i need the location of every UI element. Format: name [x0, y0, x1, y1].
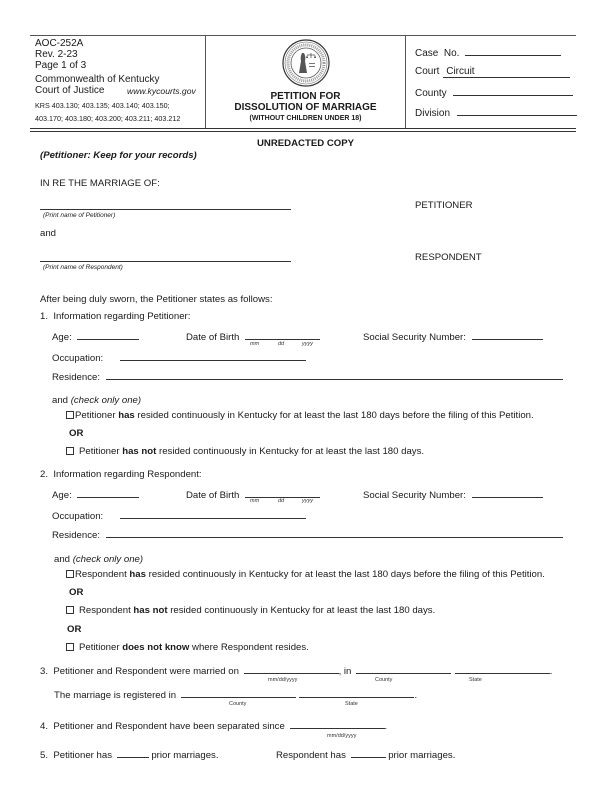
petitioner-role-label: PETITIONER: [415, 200, 473, 211]
or-label: OR: [67, 624, 82, 635]
court-field: [415, 66, 570, 78]
check-one-instruction: [54, 554, 143, 565]
court-input[interactable]: Circuit: [443, 66, 570, 78]
state-hint: State: [469, 677, 482, 683]
petitioner-dob-input[interactable]: [245, 330, 320, 340]
option-text: Petitioner: [79, 642, 120, 653]
respondent-age-input[interactable]: [77, 488, 139, 498]
dob-yyyy-hint: yyyy: [302, 498, 313, 504]
respondent-dob-input[interactable]: [245, 488, 320, 498]
county-label: County: [415, 88, 447, 99]
respondent-occupation-field: [52, 509, 306, 522]
or-label: OR: [69, 587, 84, 598]
and-text: and: [54, 554, 71, 565]
option-bold-text: does not know: [122, 642, 190, 653]
checkbox[interactable]: [66, 606, 74, 614]
marriage-state-input[interactable]: [455, 664, 550, 674]
petitioner-name-input[interactable]: [40, 209, 291, 210]
registered-county-input[interactable]: [181, 688, 296, 698]
respondent-residence-input[interactable]: [106, 528, 563, 538]
statutes-line-2: 403.170; 403.180; 403.200; 403.211; 403.212: [35, 114, 181, 123]
petitioner-age-input[interactable]: [77, 330, 139, 340]
division-input[interactable]: [457, 106, 577, 116]
section-3-text: 3. Petitioner and Respondent were married on: [40, 666, 239, 677]
dob-mm-hint: mm: [250, 498, 260, 504]
option-text: Petitioner: [79, 446, 120, 457]
marriage-county-input[interactable]: [356, 664, 451, 674]
division-field: [415, 106, 577, 119]
prior-marriages-suffix: prior marriages.: [151, 750, 219, 761]
respondent-name-input[interactable]: [40, 261, 291, 262]
option-text: resided continuously in Kentucky for at least the last 180 days before the filing of this Petition.: [137, 410, 534, 421]
petitioner-has-resided-option[interactable]: [66, 410, 534, 421]
petitioner-ssn-input[interactable]: [472, 330, 543, 340]
option-text: where Respondent resides.: [192, 642, 309, 653]
petitioner-prior-marriages: [40, 748, 219, 761]
respondent-ssn-input[interactable]: [472, 488, 543, 498]
checkbox[interactable]: [66, 643, 74, 651]
header-top-rule: [30, 35, 576, 36]
petitioner-has-not-resided-option[interactable]: [66, 446, 424, 457]
header-bottom-rule-2: [30, 131, 576, 132]
checkbox[interactable]: [66, 447, 74, 455]
option-text: Respondent: [79, 605, 131, 616]
court-of-justice: Court of Justice: [35, 85, 105, 96]
case-number-field: [415, 46, 561, 59]
state-hint: State: [345, 701, 358, 707]
keep-records-note: (Petitioner: Keep for your records): [40, 150, 197, 161]
checkbox[interactable]: [66, 570, 74, 578]
statutes-line-1: KRS 403.130; 403.135; 403.140; 403.150;: [35, 101, 170, 110]
age-label: Age:: [52, 332, 72, 343]
section-2-heading: 2. Information regarding Respondent:: [40, 469, 202, 480]
petitioner-prior-marriages-input[interactable]: [117, 748, 149, 758]
respondent-has-resided-option[interactable]: [66, 569, 545, 580]
check-only-one-text: (check only one): [72, 554, 144, 565]
respondent-ssn-field: [363, 488, 543, 501]
option-text: Respondent: [75, 569, 127, 580]
date-hint: mm/dd/yyyy: [268, 677, 298, 683]
county-hint: County: [229, 701, 247, 707]
respondent-residence-field: [52, 528, 563, 541]
case-number-label: Case No.: [415, 48, 460, 59]
form-title-line-3: (WITHOUT CHILDREN UNDER 18): [249, 115, 362, 122]
section-1-heading: 1. Information regarding Petitioner:: [40, 311, 191, 322]
dob-dd-hint: dd: [278, 341, 285, 347]
respondent-prior-marriages: [276, 748, 455, 761]
respondent-role-label: RESPONDENT: [415, 252, 482, 263]
option-text: Petitioner: [75, 410, 116, 421]
section-4-text: 4. Petitioner and Respondent have been separated since: [40, 721, 285, 732]
registered-text: The marriage is registered in: [54, 690, 177, 701]
marriage-date-input[interactable]: [244, 664, 339, 674]
petitioner-ssn-field: [363, 330, 543, 343]
case-number-input[interactable]: [465, 46, 561, 56]
occupation-label: Occupation:: [52, 511, 104, 522]
and-label: and: [40, 228, 57, 239]
petitioner-does-not-know-option[interactable]: [66, 642, 309, 653]
dob-dd-hint: dd: [278, 498, 285, 504]
petitioner-age-field: [52, 330, 139, 343]
respondent-name-hint: (Print name of Respondent): [43, 264, 123, 271]
jurisdiction: Commonwealth of Kentucky: [35, 74, 160, 85]
respondent-occupation-input[interactable]: [120, 509, 306, 519]
and-text: and: [52, 395, 69, 406]
dob-label: Date of Birth: [186, 332, 240, 343]
unredacted-copy-label: UNREDACTED COPY: [257, 138, 355, 149]
form-title-line-1: PETITION FOR: [270, 91, 341, 102]
option-bold-text: has: [129, 569, 146, 580]
respondent-prior-marriages-input[interactable]: [351, 748, 386, 758]
dob-yyyy-hint: yyyy: [302, 341, 313, 347]
marriage-date-line: 3. Petitioner and Respondent were married on , in .: [40, 666, 553, 677]
sworn-intro: After being duly sworn, the Petitioner states as follows:: [40, 294, 273, 305]
form-revision: Rev. 2-23: [35, 49, 78, 60]
option-text: resided continuously in Kentucky for at least the last 180 days.: [170, 605, 436, 616]
option-bold-text: has: [118, 410, 135, 421]
header-divider-right: [405, 35, 406, 128]
respondent-has-not-resided-option[interactable]: [66, 605, 435, 616]
dob-label: Date of Birth: [186, 490, 240, 501]
check-one-instruction: [52, 395, 141, 406]
petitioner-occupation-field: [52, 351, 306, 364]
dob-mm-hint: mm: [250, 341, 260, 347]
county-field: [415, 86, 573, 99]
checkbox[interactable]: [66, 411, 74, 419]
option-text: resided continuously in Kentucky for at least the last 180 days.: [159, 446, 425, 457]
option-text: resided continuously in Kentucky for at least the last 180 days before the filing of this Petition.: [148, 569, 545, 580]
county-input[interactable]: [453, 86, 573, 96]
residence-label: Residence:: [52, 530, 100, 541]
ssn-label: Social Security Number:: [363, 490, 466, 501]
form-title-line-2: DISSOLUTION OF MARRIAGE: [234, 102, 377, 113]
option-bold-text: has not: [133, 605, 168, 616]
petitioner-residence-field: [52, 370, 563, 383]
in-text: , in: [338, 666, 352, 677]
registered-state-input[interactable]: [299, 688, 414, 698]
header-bottom-rule: [30, 128, 576, 129]
petitioner-name-hint: (Print name of Petitioner): [43, 212, 116, 219]
court-seal-icon: [281, 38, 331, 88]
respondent-age-field: [52, 488, 139, 501]
prior-marriages-suffix: prior marriages.: [388, 750, 456, 761]
or-label: OR: [69, 428, 84, 439]
website-link[interactable]: www.kycourts.gov: [127, 86, 196, 96]
occupation-label: Occupation:: [52, 353, 104, 364]
petitioner-occupation-input[interactable]: [120, 351, 306, 361]
option-bold-text: has not: [122, 446, 157, 457]
petitioner-prior-text: 5. Petitioner has: [40, 750, 112, 761]
form-number: AOC-252A: [35, 38, 84, 49]
county-hint: County: [375, 677, 393, 683]
date-hint: mm/dd/yyyy: [327, 733, 357, 739]
residence-label: Residence:: [52, 372, 100, 383]
ssn-label: Social Security Number:: [363, 332, 466, 343]
check-only-one-text: (check only one): [70, 395, 142, 406]
respondent-prior-text: Respondent has: [276, 750, 346, 761]
petitioner-residence-input[interactable]: [106, 370, 563, 380]
in-re-heading: IN RE THE MARRIAGE OF:: [40, 178, 160, 189]
marriage-registered-line: The marriage is registered in .: [54, 690, 418, 701]
division-label: Division: [415, 108, 451, 119]
age-label: Age:: [52, 490, 72, 501]
separation-date-line: 4. Petitioner and Respondent have been separated since .: [40, 721, 388, 732]
separation-date-input[interactable]: [290, 719, 385, 729]
court-label: Court: [415, 66, 440, 77]
page-number: Page 1 of 3: [35, 60, 87, 71]
